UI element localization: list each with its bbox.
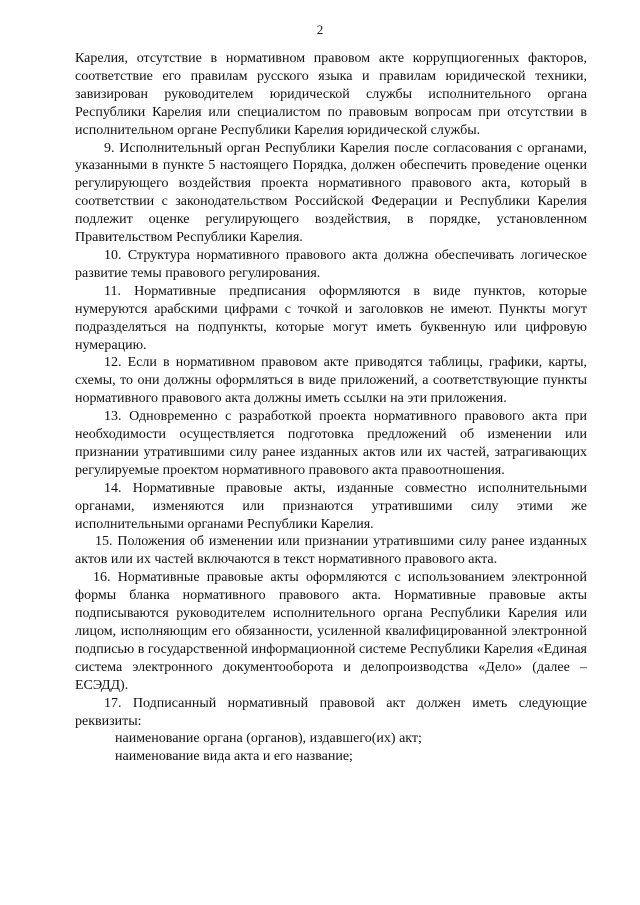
paragraph-12: 12. Если в нормативном правовом акте приводятся таблицы, графики, карты, схемы, то они должны оформляться в виде приложений, а соответствующие пункты нормативного правового акта должны иметь ссылки на эти приложения. (75, 355, 587, 407)
paragraph-14: 14. Нормативные правовые акты, изданные совместно исполнительными органами, изменяются или признаются утратившими силу этими же исполнительными органами Республики Карелия. (75, 480, 587, 532)
page-number: 2 (316, 22, 324, 37)
list-item-act-type-title: наименование вида акта и его название; (115, 749, 353, 765)
paragraph-continuation: Карелия, отсутствие в нормативном правовом акте коррупциогенных факторов, соответствие его правилам русского языка и правилам юридической техники, завизирован руководителем юридической службы исполнительного органа Республики Карелия или специалистом по правовым вопросам при отсутствии в исполнительном органе Республики Карелия юридической службы. (75, 51, 587, 138)
document-body (75, 50, 587, 766)
paragraph-15: 15. Положения об изменении или признании утратившими силу ранее изданных актов или их частей включаются в текст нормативного правового акта. (75, 534, 587, 568)
paragraph-11: 11. Нормативные предписания оформляются в виде пунктов, которые нумеруются арабскими цифрами с точкой и заголовков не имеют. Пункты могут подразделяться на подпункты, которые могут иметь буквенную или цифровую нумерацию. (75, 283, 587, 353)
list-item-issuing-body: наименование органа (органов), издавшего(их) акт; (115, 731, 422, 747)
paragraph-13: 13. Одновременно с разработкой проекта нормативного правового акта при необходимости осуществляется подготовка предложений об изменении или признании утратившими силу ранее изданных актов или их частей, затрагивающих регулируемые проектом нормативного правового акта правоотношения. (75, 409, 587, 478)
paragraph-10: 10. Структура нормативного правового акта должна обеспечивать логическое развитие темы правового регулирования. (75, 247, 587, 281)
paragraph-17: 17. Подписанный нормативный правовой акт должен иметь следующие реквизиты: (75, 695, 587, 729)
paragraph-16: 16. Нормативные правовые акты оформляются с использованием электронной формы бланка нормативного правового акта. Нормативные правовые акты подписываются руководителем исполнительного органа Республики Карелия или лицом, исполняющим его обязанности, усиленной квалифицированной электронной подписью в государственной информационной системе Республики Карелия «Единая система электронного документооборота и делопроизводства «Дело» (далее – ЕСЭДД). (75, 570, 587, 693)
paragraph-9: 9. Исполнительный орган Республики Карелия после согласования с органами, указанными в пункте 5 настоящего Порядка, должен обеспечить проведение оценки регулирующего воздействия проекта нормативного правового акта, который в соответствии с законодательством Российской Федерации и Республики Карелия подлежит оценке регулирующего воздействия, в порядке, установленном Правительством Республики Карелия. (75, 140, 587, 246)
